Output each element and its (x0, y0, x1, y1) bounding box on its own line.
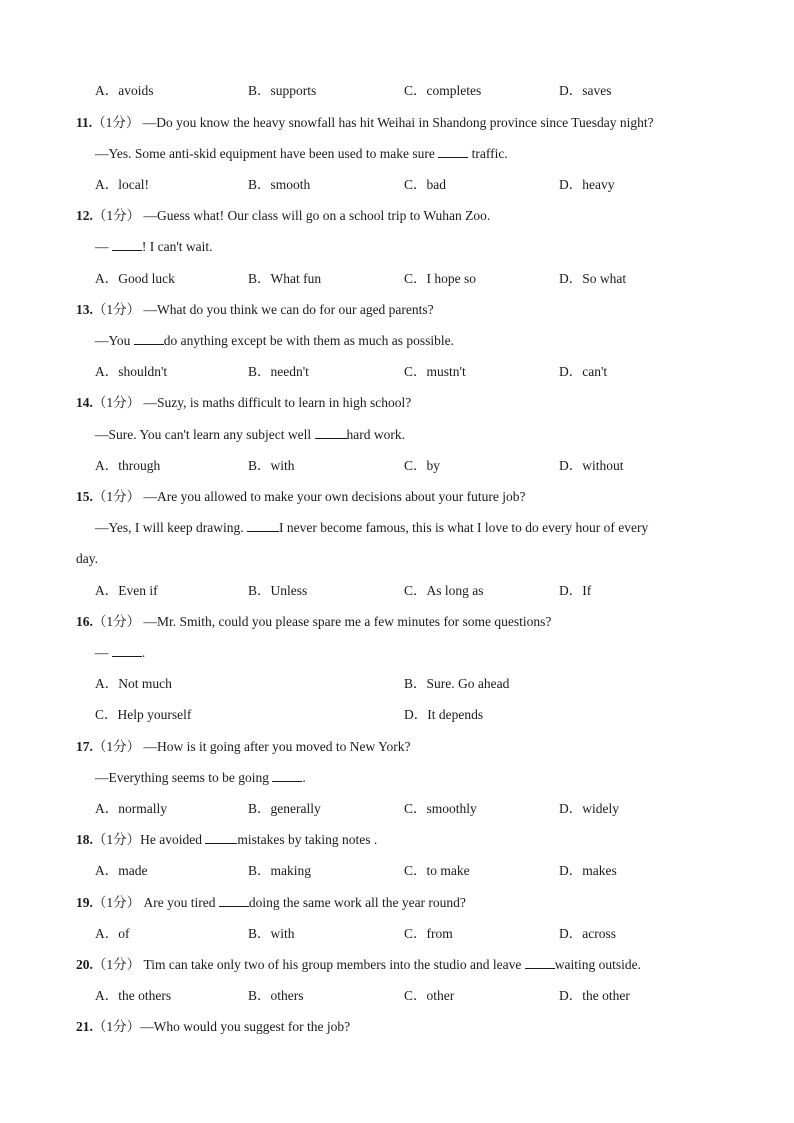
q10-option-b: B．supports (248, 83, 317, 98)
q15-response (95, 518, 648, 538)
response-text: —Yes, I will keep drawing. (95, 520, 247, 535)
answer-blank (525, 955, 555, 969)
q16-stem (76, 612, 551, 632)
q16-option-d: D．It depends (404, 707, 484, 722)
q12-option-c: C．I hope so (404, 271, 476, 286)
question-score: （1分） (92, 832, 141, 847)
q18-option-a: A．made (95, 863, 148, 878)
question-score: （1分） (92, 895, 141, 910)
response-text: —Sure. You can't learn any subject well (95, 427, 315, 442)
question-text: —Who would you suggest for the job? (140, 1019, 351, 1034)
q16-response (95, 643, 145, 663)
question-number: 19. (76, 895, 93, 910)
response-text: — (95, 645, 112, 660)
question-text: —How is it going after you moved to New York? (143, 739, 411, 754)
q20-option-a: A．the others (95, 988, 172, 1003)
response-text: do anything except be with them as much as possible. (163, 333, 454, 348)
q14-option-b: B．with (248, 458, 295, 473)
answer-blank (205, 830, 237, 844)
q13-stem (76, 300, 434, 320)
question-number: 16. (76, 614, 93, 629)
q16-option-b: B．Sure. Go ahead (404, 676, 510, 691)
question-text: —Are you allowed to make your own decisions about your future job? (143, 489, 526, 504)
q13-option-d: D．can't (559, 364, 608, 379)
response-text: hard work. (346, 427, 405, 442)
answer-blank (272, 768, 302, 782)
q17-option-a: A．normally (95, 801, 167, 816)
q17-option-c: C．smoothly (404, 801, 477, 816)
q11-option-b: B．smooth (248, 177, 311, 192)
q13-option-c: C．mustn't (404, 364, 466, 379)
question-score: （1分） (92, 489, 141, 504)
q18-stem (76, 830, 377, 850)
q17-stem (76, 737, 410, 757)
q10-option-c: C．completes (404, 83, 482, 98)
q17-option-b: B．generally (248, 801, 321, 816)
response-text: — (95, 239, 112, 254)
q14-option-c: C．by (404, 458, 441, 473)
response-text: I never become famous, this is what I love to do every hour of every (279, 520, 649, 535)
question-text: —What do you think we can do for our aged parents? (143, 302, 434, 317)
response-text: . (302, 770, 306, 785)
q11-response (95, 144, 508, 164)
q13-option-b: B．needn't (248, 364, 309, 379)
question-number: 13. (76, 302, 93, 317)
question-text: —Suzy, is maths difficult to learn in high school? (143, 395, 412, 410)
q17-response (95, 768, 306, 788)
question-number: 18. (76, 832, 93, 847)
q21-stem (76, 1017, 350, 1037)
question-score: （1分） (92, 115, 140, 130)
response-text: . (141, 645, 146, 660)
q14-option-a: A．through (95, 458, 161, 473)
q15-stem (76, 487, 526, 507)
q19-option-a: A．of (95, 926, 130, 941)
q19-stem (76, 893, 466, 913)
answer-blank (219, 893, 249, 907)
question-text: —Do you know the heavy snowfall has hit Weihai in Shandong province since Tuesday night? (142, 115, 654, 130)
response-text: —You (95, 333, 134, 348)
answer-blank (315, 425, 347, 439)
q12-response (95, 237, 213, 257)
q14-response (95, 425, 405, 445)
q20-option-c: C．other (404, 988, 455, 1003)
q17-option-d: D．widely (559, 801, 619, 816)
question-score: （1分） (92, 302, 141, 317)
q11-stem (76, 113, 654, 133)
question-score: （1分） (92, 957, 141, 972)
question-text: —Guess what! Our class will go on a school trip to Wuhan Zoo. (143, 208, 491, 223)
q19-option-b: B．with (248, 926, 295, 941)
question-score: （1分） (92, 739, 141, 754)
response-text: —Yes. Some anti-skid equipment have been used to make sure (95, 146, 439, 161)
q11-option-d: D．heavy (559, 177, 615, 192)
q16-option-c: C．Help yourself (95, 707, 192, 722)
question-number: 17. (76, 739, 93, 754)
q18-option-d: D．makes (559, 863, 617, 878)
question-number: 20. (76, 957, 93, 972)
q12-option-a: A．Good luck (95, 271, 175, 286)
q15-option-a: A．Even if (95, 583, 158, 598)
answer-blank (134, 331, 164, 345)
question-text: Tim can take only two of his group members into the studio and leave (143, 957, 525, 972)
q19-option-d: D．across (559, 926, 616, 941)
q12-option-b: B．What fun (248, 271, 322, 286)
question-text: He avoided (140, 832, 206, 847)
answer-blank (247, 518, 279, 532)
q11-option-c: C．bad (404, 177, 446, 192)
q13-option-a: A．shouldn't (95, 364, 168, 379)
answer-blank (112, 643, 142, 657)
question-text: doing the same work all the year round? (248, 895, 466, 910)
q12-stem (76, 206, 490, 226)
q16-option-a: A．Not much (95, 676, 172, 691)
response-text: —Everything seems to be going (95, 770, 273, 785)
q18-option-b: B．making (248, 863, 311, 878)
question-score: （1分） (92, 395, 141, 410)
question-number: 12. (76, 208, 93, 223)
q15-response-continued: day. (76, 551, 98, 566)
q20-option-d: D．the other (559, 988, 630, 1003)
q15-option-d: D．If (559, 583, 592, 598)
question-score: （1分） (92, 208, 141, 223)
question-text: mistakes by taking notes . (237, 832, 378, 847)
question-score: （1分） (92, 1019, 141, 1034)
question-score: （1分） (92, 614, 141, 629)
q15-option-c: C．As long as (404, 583, 484, 598)
q14-stem (76, 393, 411, 413)
question-text: —Mr. Smith, could you please spare me a few minutes for some questions? (143, 614, 552, 629)
q11-option-a: A．local! (95, 177, 149, 192)
question-number: 11. (76, 115, 93, 130)
q19-option-c: C．from (404, 926, 453, 941)
question-number: 21. (76, 1019, 93, 1034)
q20-option-b: B．others (248, 988, 304, 1003)
q18-option-c: C．to make (404, 863, 470, 878)
q14-option-d: D．without (559, 458, 624, 473)
response-text: ! I can't wait. (141, 239, 213, 254)
q10-option-d: D．saves (559, 83, 612, 98)
q20-stem (76, 955, 641, 975)
question-text: Are you tired (143, 895, 219, 910)
q10-option-a: A．avoids (95, 83, 154, 98)
answer-blank (438, 144, 468, 158)
q12-option-d: D．So what (559, 271, 627, 286)
question-text: waiting outside. (554, 957, 641, 972)
question-number: 15. (76, 489, 93, 504)
q15-option-b: B．Unless (248, 583, 308, 598)
response-text: traffic. (468, 146, 508, 161)
answer-blank (112, 237, 142, 251)
q13-response (95, 331, 454, 351)
question-number: 14. (76, 395, 93, 410)
